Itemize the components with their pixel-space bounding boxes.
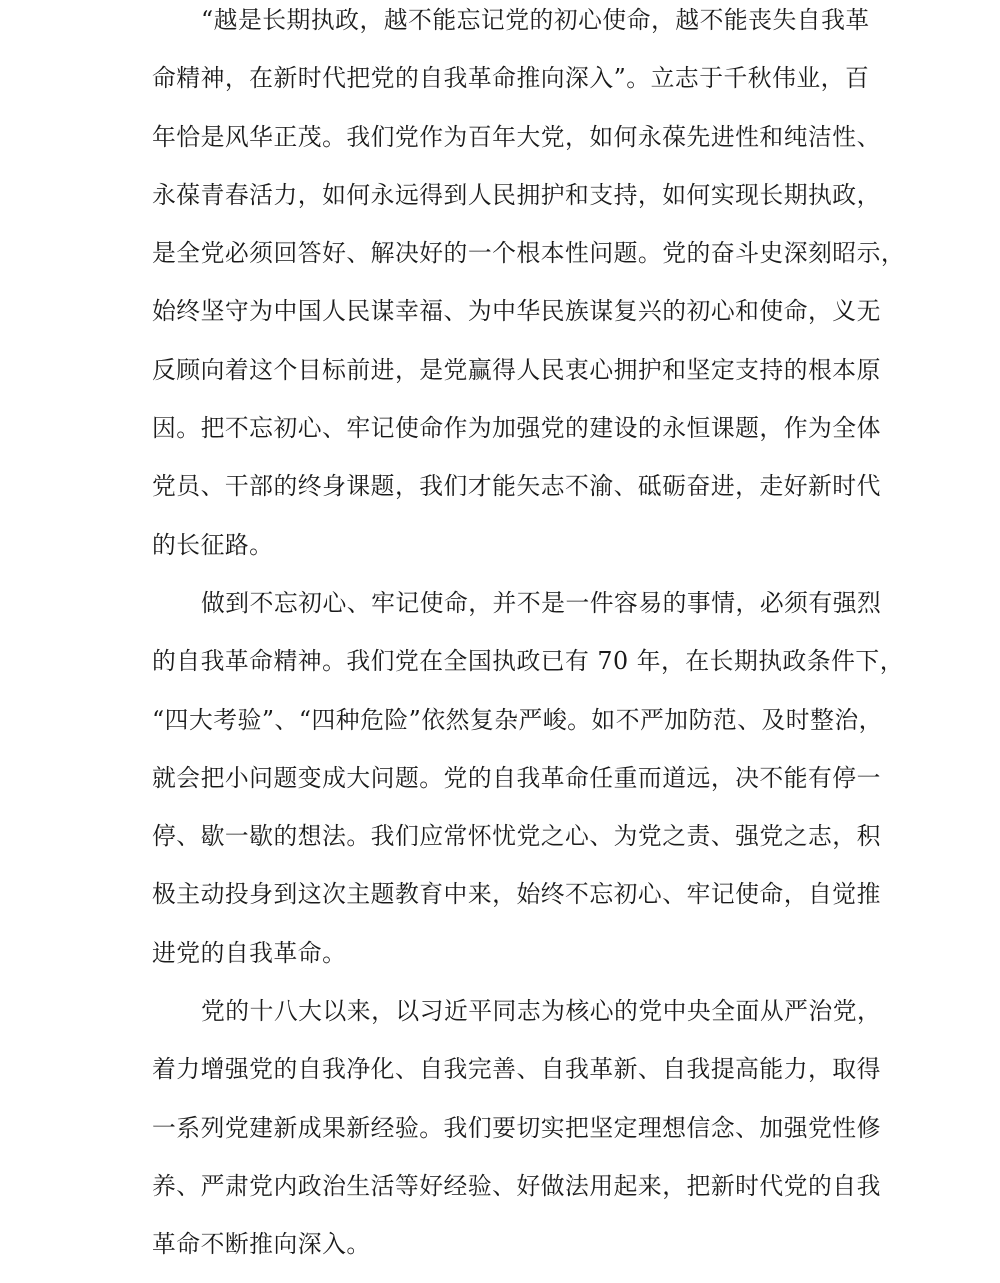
paragraph-line: 一系列党建新成果新经验。我们要切实把坚定理想信念、加强党性修 [152,1113,881,1142]
paragraph-line: 革命不断推向深入。 [152,1230,371,1259]
paragraph-line: 养、严肃党内政治生活等好经验、好做法用起来，把新时代党的自我 [152,1171,881,1200]
paragraph-line: 极主动投身到这次主题教育中来，始终不忘初心、牢记使命，自觉推 [152,880,881,909]
paragraph-line: 反顾向着这个目标前进，是党赢得人民衷心拥护和坚定支持的根本原 [152,355,881,384]
document-body [152,0,906,1283]
paragraph-line: 因。把不忘初心、牢记使命作为加强党的建设的永恒课题，作为全体 [152,414,881,443]
paragraph-line: 就会把小问题变成大问题。党的自我革命任重而道远，决不能有停一 [152,763,881,792]
paragraph-line: 永葆青春活力，如何永远得到人民拥护和支持，如何实现长期执政， [152,180,881,209]
paragraph-2 [152,583,905,991]
paragraph-line: 年恰是风华正茂。我们党作为百年大党，如何永葆先进性和纯洁性、 [152,122,881,151]
paragraph-line: “越是长期执政，越不能忘记党的初心使命，越不能丧失自我革 [201,6,870,34]
paragraph-1 [152,0,906,583]
paragraph-line: 党的十八大以来，以习近平同志为核心的党中央全面从严治党， [201,997,882,1026]
paragraph-line: 做到不忘初心、牢记使命，并不是一件容易的事情，必须有强烈 [201,588,882,617]
paragraph-line: “四大考验”、“四种危险”依然复杂严峻。如不严加防范、及时整治， [152,705,883,734]
paragraph-line: 命精神，在新时代把党的自我革命推向深入”。立志于千秋伟业，百 [152,64,870,93]
paragraph-line: 停、歇一歇的想法。我们应常怀忧党之心、为党之责、强党之志，积 [152,822,881,851]
paragraph-line: 的自我革命精神。我们党在全国执政已有 70 年，在长期执政条件下， [152,647,905,676]
paragraph-line: 着力增强党的自我净化、自我完善、自我革新、自我提高能力，取得 [152,1055,881,1084]
paragraph-3 [152,991,882,1282]
paragraph-line: 始终坚守为中国人民谋幸福、为中华民族谋复兴的初心和使命，义无 [152,297,881,326]
paragraph-line: 进党的自我革命。 [152,938,347,967]
paragraph-line: 是全党必须回答好、解决好的一个根本性问题。党的奋斗史深刻昭示， [152,239,906,268]
paragraph-line: 党员、干部的终身课题，我们才能矢志不渝、砥砺奋进，走好新时代 [152,472,881,501]
paragraph-line: 的长征路。 [152,530,274,559]
